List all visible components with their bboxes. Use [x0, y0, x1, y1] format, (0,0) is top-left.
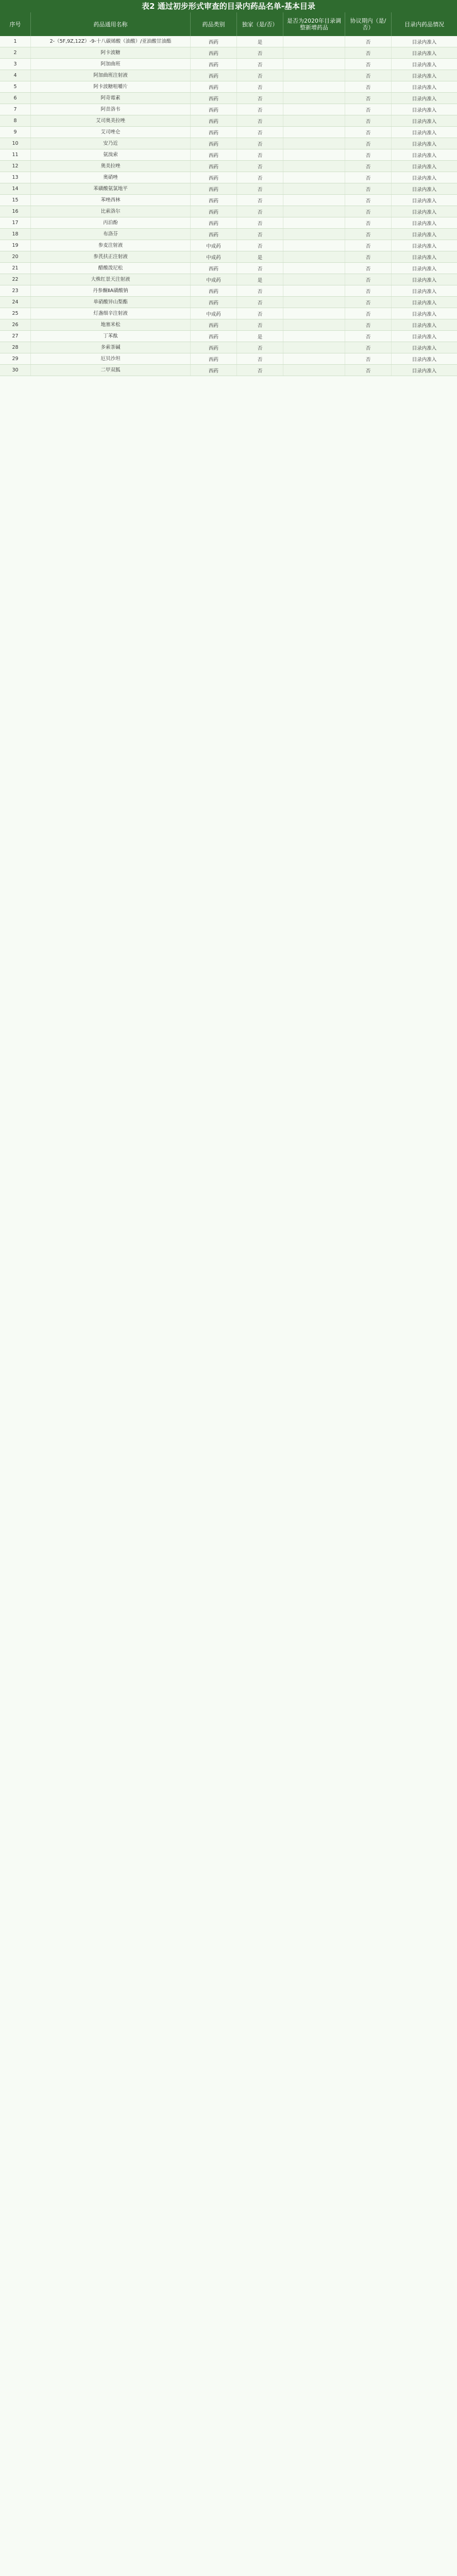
cell-category: 西药 [191, 217, 237, 228]
table-row [0, 240, 457, 251]
cell-drug-name: 奥硝唑 [31, 172, 191, 183]
cell-category: 西药 [191, 104, 237, 115]
cell-in-agreement: 否 [345, 195, 392, 206]
cell-category: 中成药 [191, 274, 237, 285]
cell-new-2020 [283, 308, 345, 319]
cell-in-agreement: 否 [345, 342, 392, 353]
cell-in-agreement: 否 [345, 138, 392, 149]
cell-new-2020 [283, 274, 345, 285]
cell-new-2020 [283, 365, 345, 376]
cell-in-agreement: 否 [345, 93, 392, 104]
table-row [0, 274, 457, 285]
cell-status: 目录内准入 [412, 323, 437, 329]
cell-in-agreement: 否 [345, 365, 392, 376]
cell-index: 14 [0, 183, 31, 194]
cell-new-2020 [283, 36, 345, 47]
cell-index: 15 [0, 195, 31, 206]
header-cell-in-agreement: 协议期内（是/否） [345, 12, 392, 36]
cell-category: 西药 [191, 36, 237, 47]
table-row [0, 263, 457, 274]
cell-status: 目录内准入 [412, 107, 437, 113]
table-row [0, 59, 457, 70]
table-row [0, 308, 457, 319]
cell-index: 7 [0, 104, 31, 115]
table-row [0, 104, 457, 115]
header-cell-category: 药品类别 [191, 12, 237, 36]
table-row [0, 70, 457, 81]
cell-exclusive: 是 [237, 36, 283, 47]
cell-exclusive: 否 [237, 104, 283, 115]
table-row [0, 138, 457, 149]
cell-category: 西药 [191, 183, 237, 194]
cell-new-2020 [283, 127, 345, 138]
cell-new-2020 [283, 353, 345, 364]
header-cell-new-2020: 是否为2020年目录调整新增药品 [283, 12, 345, 36]
table-row [0, 115, 457, 127]
cell-status: 目录内准入 [412, 334, 437, 340]
cell-new-2020 [283, 319, 345, 330]
cell-drug-name: 苯唑西林 [31, 195, 191, 206]
cell-in-agreement: 否 [345, 59, 392, 70]
cell-status: 目录内准入 [412, 198, 437, 204]
cell-exclusive: 否 [237, 127, 283, 138]
cell-exclusive: 否 [237, 172, 283, 183]
cell-new-2020 [283, 104, 345, 115]
cell-in-agreement: 否 [345, 274, 392, 285]
cell-index: 26 [0, 319, 31, 330]
cell-index: 4 [0, 70, 31, 81]
cell-in-agreement: 否 [345, 263, 392, 274]
cell-exclusive: 否 [237, 115, 283, 126]
cell-in-agreement: 否 [345, 127, 392, 138]
cell-exclusive: 是 [237, 251, 283, 262]
cell-drug-name: 参芪扶正注射液 [31, 251, 191, 262]
cell-status: 目录内准入 [412, 311, 437, 317]
table-row [0, 297, 457, 308]
cell-drug-name: 2-（5F,9Z,12Z）-9-十八碳烯酸（油酸）/亚油酸甘油酯 [31, 36, 191, 47]
table-row [0, 229, 457, 240]
cell-exclusive: 否 [237, 47, 283, 58]
cell-index: 17 [0, 217, 31, 228]
cell-in-agreement: 否 [345, 81, 392, 92]
cell-drug-name: 安乃近 [31, 138, 191, 149]
cell-exclusive: 否 [237, 365, 283, 376]
cell-category: 西药 [191, 70, 237, 81]
cell-in-agreement: 否 [345, 229, 392, 240]
cell-status: 目录内准入 [412, 255, 437, 261]
cell-exclusive: 否 [237, 353, 283, 364]
cell-status: 目录内准入 [412, 118, 437, 125]
cell-index: 1 [0, 36, 31, 47]
header-cell-drug-name: 药品通用名称 [31, 12, 191, 36]
cell-drug-name: 阿奇霉素 [31, 93, 191, 104]
cell-status: 目录内准入 [412, 73, 437, 79]
cell-drug-name: 阿卡波糖咀嚼片 [31, 81, 191, 92]
cell-new-2020 [283, 47, 345, 58]
cell-new-2020 [283, 59, 345, 70]
cell-exclusive: 否 [237, 161, 283, 172]
cell-in-agreement: 否 [345, 285, 392, 296]
cell-in-agreement: 否 [345, 161, 392, 172]
cell-status: 目录内准入 [412, 187, 437, 193]
table-row [0, 206, 457, 217]
cell-drug-name: 二甲双胍 [31, 365, 191, 376]
cell-exclusive: 否 [237, 206, 283, 217]
cell-in-agreement: 否 [345, 70, 392, 81]
cell-status: 目录内准入 [412, 345, 437, 351]
cell-in-agreement: 否 [345, 149, 392, 160]
cell-status: 目录内准入 [412, 164, 437, 170]
cell-status: 目录内准入 [412, 209, 437, 215]
cell-index: 9 [0, 127, 31, 138]
cell-drug-name: 多索茶碱 [31, 342, 191, 353]
cell-new-2020 [283, 217, 345, 228]
cell-new-2020 [283, 206, 345, 217]
cell-index: 6 [0, 93, 31, 104]
table-row [0, 172, 457, 183]
cell-status: 目录内准入 [412, 357, 437, 363]
cell-new-2020 [283, 138, 345, 149]
cell-new-2020 [283, 331, 345, 342]
cell-drug-name: 阿加曲班注射液 [31, 70, 191, 81]
cell-index: 20 [0, 251, 31, 262]
cell-new-2020 [283, 195, 345, 206]
table-row [0, 251, 457, 263]
table-row [0, 93, 457, 104]
table-row [0, 149, 457, 161]
cell-in-agreement: 否 [345, 353, 392, 364]
cell-drug-name: 阿昔洛韦 [31, 104, 191, 115]
cell-category: 西药 [191, 59, 237, 70]
cell-category: 西药 [191, 195, 237, 206]
cell-category: 西药 [191, 297, 237, 308]
cell-index: 19 [0, 240, 31, 251]
header-cell-exclusive: 独家（是/否） [237, 12, 283, 36]
cell-drug-name: 阿卡波糖 [31, 47, 191, 58]
cell-index: 18 [0, 229, 31, 240]
cell-drug-name: 丙泊酚 [31, 217, 191, 228]
cell-new-2020 [283, 251, 345, 262]
cell-new-2020 [283, 81, 345, 92]
cell-new-2020 [283, 229, 345, 240]
cell-in-agreement: 否 [345, 240, 392, 251]
cell-in-agreement: 否 [345, 206, 392, 217]
cell-exclusive: 否 [237, 70, 283, 81]
table-row [0, 81, 457, 93]
cell-in-agreement: 否 [345, 36, 392, 47]
cell-category: 西药 [191, 161, 237, 172]
cell-status: 目录内准入 [412, 141, 437, 147]
table-row [0, 365, 457, 376]
table-row [0, 161, 457, 172]
cell-index: 25 [0, 308, 31, 319]
cell-in-agreement: 否 [345, 251, 392, 262]
cell-drug-name: 苯磺酸氨氯地平 [31, 183, 191, 194]
cell-category: 西药 [191, 138, 237, 149]
cell-index: 29 [0, 353, 31, 364]
cell-status: 目录内准入 [412, 243, 437, 249]
cell-new-2020 [283, 285, 345, 296]
cell-status: 目录内准入 [412, 175, 437, 181]
cell-category: 西药 [191, 229, 237, 240]
cell-status: 目录内准入 [412, 277, 437, 283]
cell-status: 目录内准入 [412, 50, 437, 57]
cell-category: 西药 [191, 81, 237, 92]
table-header [0, 12, 457, 36]
table-title: 表2 通过初步形式审查的目录内药品名单-基本目录 [0, 0, 457, 12]
cell-status: 目录内准入 [412, 62, 437, 68]
cell-status: 目录内准入 [412, 221, 437, 227]
cell-index: 16 [0, 206, 31, 217]
cell-category: 西药 [191, 365, 237, 376]
cell-index: 5 [0, 81, 31, 92]
cell-new-2020 [283, 297, 345, 308]
cell-status: 目录内准入 [412, 300, 437, 306]
cell-drug-name: 参麦注射液 [31, 240, 191, 251]
table-row [0, 47, 457, 59]
header-cell-status: 目录内药品情况 [404, 21, 444, 28]
table-row [0, 217, 457, 229]
cell-index: 2 [0, 47, 31, 58]
cell-new-2020 [283, 342, 345, 353]
cell-category: 中成药 [191, 251, 237, 262]
cell-category: 西药 [191, 172, 237, 183]
cell-exclusive: 否 [237, 195, 283, 206]
cell-status: 目录内准入 [412, 96, 437, 102]
cell-drug-name: 醋酸泼尼松 [31, 263, 191, 274]
cell-category: 西药 [191, 342, 237, 353]
cell-exclusive: 否 [237, 263, 283, 274]
cell-in-agreement: 否 [345, 183, 392, 194]
cell-exclusive: 否 [237, 138, 283, 149]
header-cell-index: 序号 [0, 12, 31, 36]
cell-exclusive: 否 [237, 183, 283, 194]
cell-category: 西药 [191, 353, 237, 364]
cell-drug-name: 艾司奥美拉唑 [31, 115, 191, 126]
cell-in-agreement: 否 [345, 308, 392, 319]
cell-new-2020 [283, 172, 345, 183]
cell-drug-name: 阿加曲班 [31, 59, 191, 70]
cell-in-agreement: 否 [345, 172, 392, 183]
cell-index: 12 [0, 161, 31, 172]
cell-index: 24 [0, 297, 31, 308]
cell-exclusive: 否 [237, 93, 283, 104]
cell-in-agreement: 否 [345, 331, 392, 342]
cell-status: 目录内准入 [412, 152, 437, 159]
cell-category: 西药 [191, 285, 237, 296]
cell-index: 27 [0, 331, 31, 342]
cell-drug-name: 丹参酮ⅡA磺酸钠 [31, 285, 191, 296]
cell-drug-name: 地塞米松 [31, 319, 191, 330]
cell-category: 西药 [191, 127, 237, 138]
cell-exclusive: 否 [237, 319, 283, 330]
cell-exclusive: 否 [237, 342, 283, 353]
table-row [0, 319, 457, 331]
table-row [0, 195, 457, 206]
table-row [0, 36, 457, 47]
cell-drug-name: 灯盏细辛注射液 [31, 308, 191, 319]
cell-new-2020 [283, 149, 345, 160]
cell-status: 目录内准入 [412, 130, 437, 136]
cell-exclusive: 否 [237, 217, 283, 228]
cell-category: 中成药 [191, 308, 237, 319]
cell-exclusive: 否 [237, 308, 283, 319]
cell-drug-name: 厄贝沙坦 [31, 353, 191, 364]
cell-index: 3 [0, 59, 31, 70]
cell-exclusive: 否 [237, 240, 283, 251]
table-body [0, 36, 457, 2576]
cell-index: 8 [0, 115, 31, 126]
cell-status: 目录内准入 [412, 84, 437, 91]
cell-exclusive: 否 [237, 59, 283, 70]
cell-exclusive: 否 [237, 297, 283, 308]
cell-drug-name: 氨溴索 [31, 149, 191, 160]
cell-index: 30 [0, 365, 31, 376]
cell-new-2020 [283, 70, 345, 81]
cell-drug-name: 单硝酸异山梨酯 [31, 297, 191, 308]
cell-drug-name: 比索洛尔 [31, 206, 191, 217]
table-row [0, 285, 457, 297]
cell-status: 目录内准入 [412, 266, 437, 272]
cell-in-agreement: 否 [345, 104, 392, 115]
cell-exclusive: 是 [237, 274, 283, 285]
cell-in-agreement: 否 [345, 297, 392, 308]
table-row [0, 183, 457, 195]
table-row [0, 331, 457, 342]
cell-exclusive: 否 [237, 81, 283, 92]
cell-in-agreement: 否 [345, 217, 392, 228]
cell-category: 中成药 [191, 240, 237, 251]
cell-drug-name: 大株红景天注射液 [31, 274, 191, 285]
cell-exclusive: 否 [237, 229, 283, 240]
cell-index: 10 [0, 138, 31, 149]
cell-exclusive: 否 [237, 285, 283, 296]
cell-status: 目录内准入 [412, 39, 437, 45]
cell-status: 目录内准入 [412, 289, 437, 295]
cell-in-agreement: 否 [345, 319, 392, 330]
cell-drug-name: 布洛芬 [31, 229, 191, 240]
cell-index: 23 [0, 285, 31, 296]
cell-new-2020 [283, 183, 345, 194]
cell-new-2020 [283, 240, 345, 251]
cell-category: 西药 [191, 331, 237, 342]
cell-new-2020 [283, 93, 345, 104]
cell-in-agreement: 否 [345, 115, 392, 126]
cell-index: 21 [0, 263, 31, 274]
cell-category: 西药 [191, 93, 237, 104]
table-row [0, 353, 457, 365]
cell-index: 28 [0, 342, 31, 353]
cell-new-2020 [283, 263, 345, 274]
cell-status: 目录内准入 [412, 232, 437, 238]
cell-category: 西药 [191, 115, 237, 126]
cell-new-2020 [283, 115, 345, 126]
cell-drug-name: 艾司唑仑 [31, 127, 191, 138]
cell-category: 西药 [191, 47, 237, 58]
cell-drug-name: 奥美拉唑 [31, 161, 191, 172]
cell-drug-name: 丁苯酞 [31, 331, 191, 342]
cell-exclusive: 否 [237, 149, 283, 160]
cell-index: 22 [0, 274, 31, 285]
cell-index: 13 [0, 172, 31, 183]
cell-status: 目录内准入 [412, 368, 437, 374]
cell-category: 西药 [191, 206, 237, 217]
cell-new-2020 [283, 161, 345, 172]
table-row [0, 342, 457, 353]
table-row [0, 127, 457, 138]
cell-category: 西药 [191, 319, 237, 330]
cell-in-agreement: 否 [345, 47, 392, 58]
cell-category: 西药 [191, 149, 237, 160]
cell-index: 11 [0, 149, 31, 160]
cell-exclusive: 是 [237, 331, 283, 342]
cell-category: 西药 [191, 263, 237, 274]
